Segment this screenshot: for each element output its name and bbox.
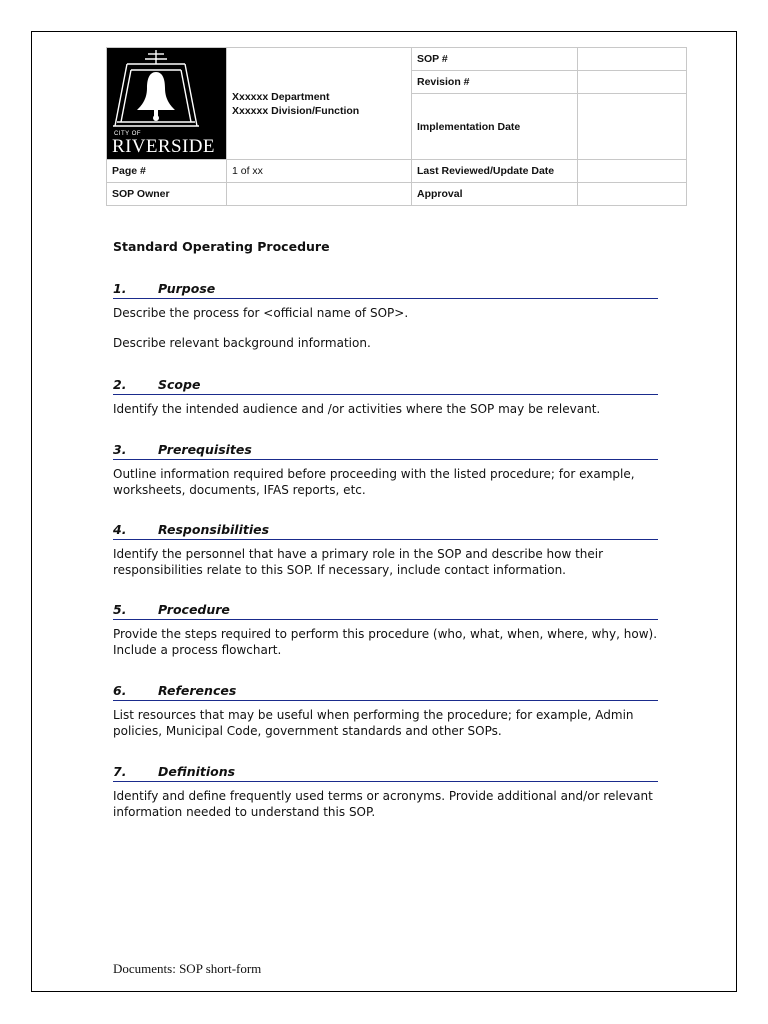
section-paragraph: Identify the intended audience and /or activities where the SOP may be relevant. [113,402,601,416]
logo-city-of-text: CITY OF [114,131,142,137]
sop-number-label: SOP # [412,48,578,71]
section-heading [113,282,658,299]
sop-number-value [578,48,687,71]
section-title: Responsibilities [158,522,270,537]
revision-label: Revision # [412,71,578,94]
section-title: Scope [158,377,201,392]
section-scope [113,378,658,431]
section-paragraph: Identify the personnel that have a primary role in the SOP and describe how their responsibilities relate to this SOP. If necessary, include contact information. [113,547,604,577]
implementation-date-value [578,94,687,160]
last-reviewed-label: Last Reviewed/Update Date [412,160,578,183]
section-responsibilities [113,523,658,592]
section-heading [113,603,658,620]
section-heading [113,378,658,395]
page-bottom-border [31,991,737,992]
section-procedure [113,603,658,672]
section-number: 3. [113,442,127,457]
section-number: 5. [113,602,127,617]
sop-owner-value [227,183,412,206]
section-title: References [158,683,237,698]
section-paragraph: Describe relevant background information. [113,336,371,350]
section-number: 1. [113,281,127,296]
document-title: Standard Operating Procedure [113,239,330,254]
section-paragraph: Identify and define frequently used terms or acronyms. Provide additional and/or relevant information needed to understand this SOP. [113,789,653,819]
section-paragraph: List resources that may be useful when performing the procedure; for example, Admin policies, Municipal Code, government standards and other SOPs. [113,708,634,738]
section-title: Definitions [158,764,236,779]
approval-value [578,183,687,206]
sop-owner-label: SOP Owner [107,183,227,206]
department-cell [227,48,412,160]
logo-riverside-text: RIVERSIDE [112,136,215,157]
section-paragraph: Outline information required before proceeding with the listed procedure; for example, worksheets, documents, IFAS reports, etc. [113,467,635,497]
section-heading [113,443,658,460]
section-purpose [113,282,658,365]
revision-value [578,71,687,94]
section-number: 7. [113,764,127,779]
section-heading [113,523,658,540]
logo-cell [107,48,227,160]
section-heading [113,684,658,701]
section-number: 2. [113,377,127,392]
approval-label: Approval [412,183,578,206]
last-reviewed-value [578,160,687,183]
section-title: Procedure [158,602,230,617]
section-paragraph: Describe the process for <official name of SOP>. [113,306,409,320]
section-prerequisites [113,443,658,512]
division-name: Xxxxxx Division/Function [232,104,360,117]
department-name: Xxxxxx Department [232,90,330,103]
section-paragraph: Provide the steps required to perform this procedure (who, what, when, where, why, how). Include a process flowchart. [113,627,658,657]
section-title: Prerequisites [158,442,252,457]
implementation-date-label: Implementation Date [412,94,578,160]
section-definitions [113,765,658,834]
page-number-value: 1 of xx [227,160,412,183]
section-title: Purpose [158,281,216,296]
page-number-label: Page # [107,160,227,183]
section-number: 4. [113,522,127,537]
footer-document-label: Documents: SOP short-form [113,961,262,976]
section-heading [113,765,658,782]
sop-header-table [106,47,687,206]
city-logo [107,48,226,159]
section-number: 6. [113,683,127,698]
section-references [113,684,658,753]
